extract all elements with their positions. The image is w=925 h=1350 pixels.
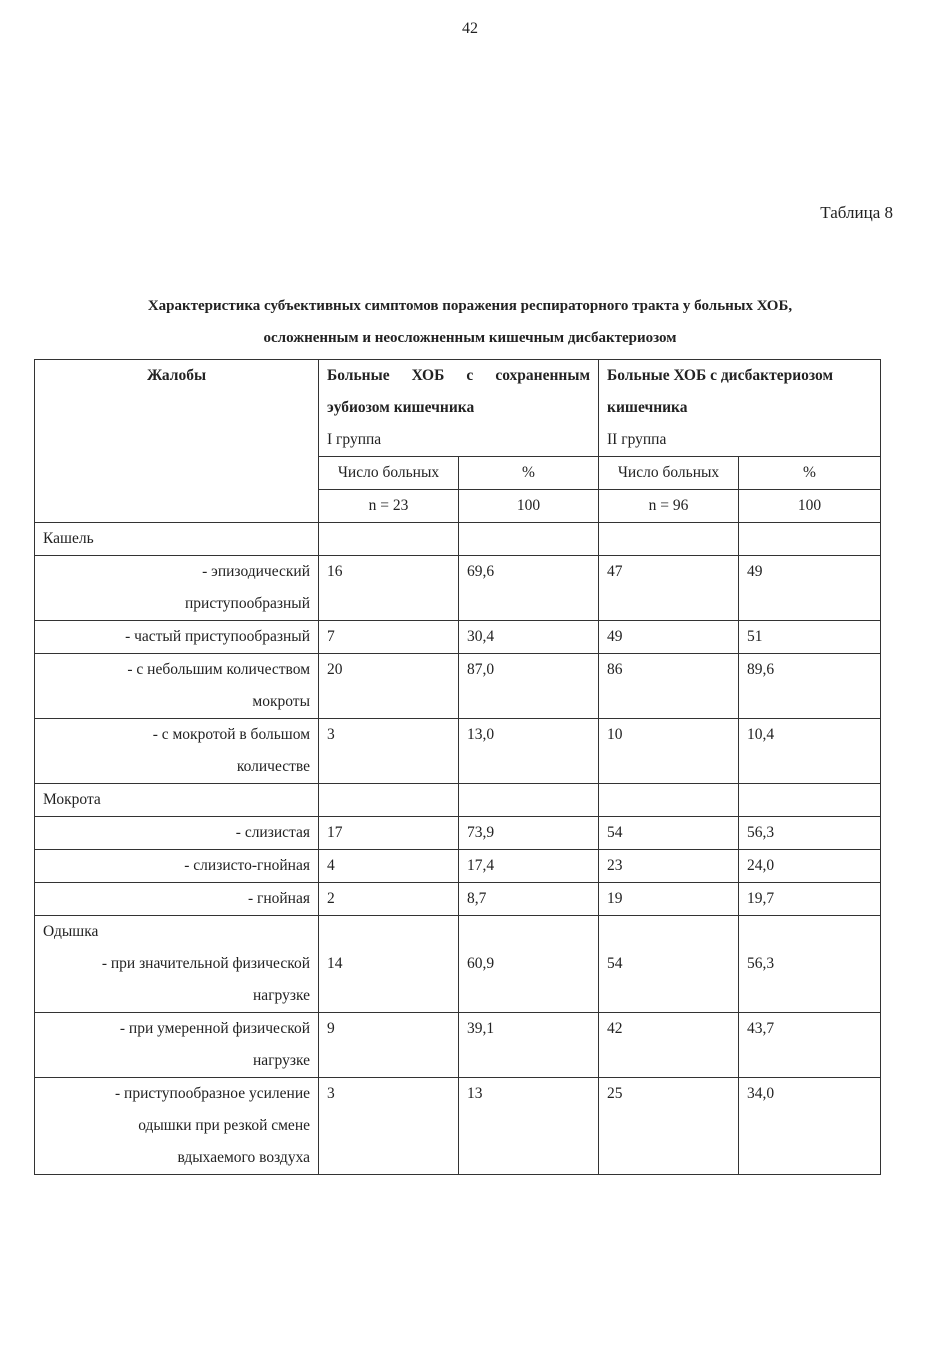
cell-value: 17,4 [467,857,495,874]
header-n-1: n = 23 [319,490,459,523]
cell-value: 20 [327,661,343,678]
cell-value: 3 [327,726,335,743]
cell-value: 49 [607,628,623,645]
complaint-cell [35,719,319,784]
complaint-line: - слизисто-гнойная [184,857,310,874]
cell-value: 47 [607,563,623,580]
count-group-2 [599,784,739,817]
percent-group-1 [459,784,599,817]
table-row [35,916,881,1013]
percent-group-2 [739,784,881,817]
header-group-1-subtitle: эубиозом кишечника [327,399,475,416]
table-row [35,719,881,784]
cell-value: 19 [607,890,623,907]
cell-value: 25 [607,1085,623,1102]
percent-group-2 [739,523,881,556]
cell-value: 49 [747,563,763,580]
table-group-row [35,523,881,556]
header-group-2-label: II группа [607,431,667,448]
header-row-groups [35,360,881,457]
complaint-line: нагрузке [253,1052,310,1069]
spacer [467,916,590,948]
count-group-1 [319,523,459,556]
count-group-2 [599,883,739,916]
cell-value: 56,3 [747,955,775,972]
header-group-2-title: Больные ХОБ с дисбактериозом [607,367,834,384]
percent-group-1 [459,1078,599,1175]
table-row [35,654,881,719]
percent-group-1 [459,719,599,784]
cell-value: 89,6 [747,661,775,678]
group-label: Мокрота [43,791,101,808]
complaint-line: вдыхаемого воздуха [177,1149,310,1166]
cell-value: 39,1 [467,1020,495,1037]
count-group-2 [599,1078,739,1175]
complaint-cell [35,784,319,817]
table-row [35,621,881,654]
cell-value: 51 [747,628,763,645]
percent-group-1 [459,883,599,916]
count-group-2 [599,556,739,621]
percent-group-2 [739,1078,881,1175]
cell-value: 17 [327,824,343,841]
count-group-2 [599,719,739,784]
header-group-2-subtitle: кишечника [607,399,688,416]
cell-value: 87,0 [467,661,495,678]
table-caption-line-2: осложненным и неосложненным кишечным дисбактериозом [263,330,677,346]
header-group-1-title: Больные ХОБ с сохраненным [327,367,591,384]
header-group-2 [599,360,881,457]
cell-value: 16 [327,563,343,580]
page-number: 42 [462,20,478,37]
header-100-2: 100 [739,490,881,523]
group-label: Кашель [43,530,94,547]
cell-value: 86 [607,661,623,678]
count-group-1 [319,916,459,1013]
header-count-2: Число больных [599,457,739,490]
complaint-cell [35,916,319,1013]
cell-value: 13,0 [467,726,495,743]
complaint-line: - при умеренной физической [119,1020,310,1037]
count-group-2 [599,654,739,719]
complaint-cell [35,556,319,621]
group-label: Одышка [43,923,99,940]
percent-group-2 [739,916,881,1013]
count-group-1 [319,850,459,883]
percent-group-1 [459,1013,599,1078]
percent-group-2 [739,654,881,719]
cell-value: 10,4 [747,726,775,743]
header-count-1: Число больных [319,457,459,490]
percent-group-2 [739,850,881,883]
percent-group-1 [459,654,599,719]
percent-group-2 [739,883,881,916]
header-complaints: Жалобы [35,360,319,523]
count-group-1 [319,817,459,850]
complaint-line: - при значительной физической [101,955,310,972]
header-n-2: n = 96 [599,490,739,523]
count-group-1 [319,883,459,916]
percent-group-1 [459,817,599,850]
cell-value: 10 [607,726,623,743]
cell-value: 13 [467,1085,483,1102]
cell-value: 73,9 [467,824,495,841]
percent-group-2 [739,817,881,850]
complaint-cell [35,523,319,556]
complaint-line: количестве [236,758,310,775]
percent-group-1 [459,556,599,621]
cell-value: 3 [327,1085,335,1102]
complaint-line: - слизистая [235,824,310,841]
table-row [35,850,881,883]
table-row [35,817,881,850]
percent-group-1 [459,621,599,654]
count-group-1 [319,1013,459,1078]
count-group-1 [319,556,459,621]
cell-value: 24,0 [747,857,775,874]
count-group-2 [599,817,739,850]
cell-value: 30,4 [467,628,495,645]
count-group-2 [599,1013,739,1078]
complaint-line: одышки при резкой смене [138,1117,310,1134]
percent-group-2 [739,719,881,784]
complaint-line: - приступообразное усиление [114,1085,310,1102]
percent-group-1 [459,523,599,556]
complaint-line: - гнойная [247,890,310,907]
percent-group-2 [739,1013,881,1078]
table-caption-line-1: Характеристика субъективных симптомов поражения респираторного тракта у больных ХОБ, [147,298,793,314]
count-group-2 [599,523,739,556]
percent-group-2 [739,621,881,654]
header-group-1-label: I группа [327,431,382,448]
cell-value: 56,3 [747,824,775,841]
complaint-cell [35,621,319,654]
cell-value: 54 [607,824,623,841]
percent-group-1 [459,916,599,1013]
complaint-line: - частый приступообразный [125,628,310,645]
complaint-cell [35,883,319,916]
table-label: Таблица 8 [820,203,893,222]
complaint-line: - с мокротой в большом [152,726,310,743]
complaint-line: нагрузке [253,987,310,1004]
count-group-2 [599,621,739,654]
header-percent-1: % [459,457,599,490]
table-row [35,556,881,621]
table-row [35,1013,881,1078]
complaint-cell [35,1078,319,1175]
count-group-1 [319,784,459,817]
cell-value: 34,0 [747,1085,775,1102]
spacer [327,916,450,948]
cell-value: 4 [327,857,335,874]
complaint-line: мокроты [252,693,310,710]
complaint-cell [35,1013,319,1078]
complaint-cell [35,850,319,883]
count-group-1 [319,1078,459,1175]
header-percent-2: % [739,457,881,490]
count-group-1 [319,654,459,719]
complaint-cell [35,654,319,719]
cell-value: 42 [607,1020,623,1037]
percent-group-1 [459,850,599,883]
table-row [35,883,881,916]
header-group-1 [319,360,599,457]
symptoms-table [34,359,881,1175]
count-group-2 [599,916,739,1013]
complaint-cell [35,817,319,850]
percent-group-2 [739,556,881,621]
complaint-line: приступообразный [185,595,310,612]
table-row [35,1078,881,1175]
cell-value: 8,7 [467,890,487,907]
cell-value: 19,7 [747,890,775,907]
count-group-1 [319,719,459,784]
header-100-1: 100 [459,490,599,523]
cell-value: 54 [607,955,623,972]
table-group-row [35,784,881,817]
cell-value: 14 [327,955,343,972]
complaint-line: - эпизодический [202,563,310,580]
cell-value: 9 [327,1020,335,1037]
cell-value: 69,6 [467,563,495,580]
count-group-1 [319,621,459,654]
cell-value: 60,9 [467,955,495,972]
spacer [747,916,872,948]
cell-value: 7 [327,628,335,645]
spacer [607,916,730,948]
count-group-2 [599,850,739,883]
cell-value: 2 [327,890,335,907]
cell-value: 43,7 [747,1020,775,1037]
complaint-line: - с небольшим количеством [127,661,310,678]
cell-value: 23 [607,857,623,874]
